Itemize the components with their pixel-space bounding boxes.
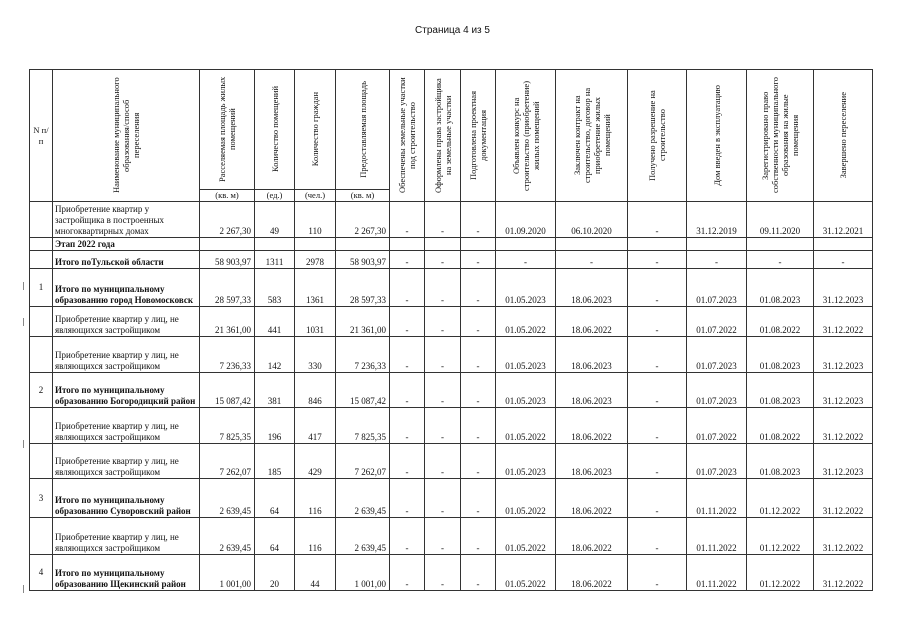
row-land-plots: - xyxy=(390,555,425,591)
unit-area-given: (кв. м) xyxy=(336,190,390,202)
col-header-rooms: Количество помещений xyxy=(255,70,295,190)
row-people: 417 xyxy=(295,408,336,444)
row-area-given: 15 087,42 xyxy=(336,373,390,408)
col-header-area-given: Предоставляемая площадь xyxy=(336,70,390,190)
row-ownership: 01.08.2022 xyxy=(747,307,814,337)
row-project-docs: - xyxy=(461,251,496,269)
row-land-plots: - xyxy=(390,479,425,518)
row-completed: 31.12.2023 xyxy=(814,444,873,479)
row-area-given: 2 639,45 xyxy=(336,479,390,518)
table-row xyxy=(30,444,873,479)
row-completed: 31.12.2022 xyxy=(814,479,873,518)
row-project-docs: - xyxy=(461,555,496,591)
row-contract: 18.06.2022 xyxy=(556,408,628,444)
row-area-given: 2 267,30 xyxy=(336,202,390,238)
row-area-total: 7 825,35 xyxy=(200,408,255,444)
row-contract: - xyxy=(556,251,628,269)
row-land-rights: - xyxy=(425,408,461,444)
row-ownership: 01.12.2022 xyxy=(747,555,814,591)
row-tender: 01.05.2022 xyxy=(496,479,556,518)
row-commissioned: 01.07.2022 xyxy=(687,408,747,444)
row-contract: 18.06.2022 xyxy=(556,479,628,518)
page-number-header: Страница 4 из 5 xyxy=(415,25,490,36)
row-name: Итого по муниципальному образованию город Новомосковск xyxy=(53,269,200,307)
row-permit: - xyxy=(628,269,687,307)
row-ownership: 01.08.2023 xyxy=(747,444,814,479)
row-area-total: 2 639,45 xyxy=(200,518,255,555)
resettlement-table xyxy=(29,69,873,591)
row-rooms: 142 xyxy=(255,337,295,373)
row-people: 1361 xyxy=(295,269,336,307)
table-row xyxy=(30,251,873,269)
row-completed: 31.12.2023 xyxy=(814,337,873,373)
row-ownership: 01.08.2023 xyxy=(747,373,814,408)
scan-mark xyxy=(23,585,24,593)
table-row xyxy=(30,408,873,444)
table-row xyxy=(30,373,873,408)
row-area-total: 15 087,42 xyxy=(200,373,255,408)
row-rooms: 1311 xyxy=(255,251,295,269)
row-rooms: 64 xyxy=(255,479,295,518)
row-rooms: 185 xyxy=(255,444,295,479)
table-row xyxy=(30,518,873,555)
unit-rooms: (ед.) xyxy=(255,190,295,202)
row-contract: 18.06.2023 xyxy=(556,337,628,373)
row-num xyxy=(30,337,53,373)
row-name: Приобретение квартир у лиц, не являющихся застройщиком xyxy=(53,444,200,479)
row-area-total: 58 903,97 xyxy=(200,251,255,269)
row-tender: 01.09.2020 xyxy=(496,202,556,238)
row-num xyxy=(30,202,53,238)
row-project-docs: - xyxy=(461,337,496,373)
row-completed: 31.12.2022 xyxy=(814,307,873,337)
row-area-total: 28 597,33 xyxy=(200,269,255,307)
row-tender: 01.05.2023 xyxy=(496,269,556,307)
row-area-given: 28 597,33 xyxy=(336,269,390,307)
table-row xyxy=(30,202,873,238)
row-commissioned: 01.07.2023 xyxy=(687,337,747,373)
stage-title: Этап 2022 года xyxy=(53,238,200,251)
row-people: 846 xyxy=(295,373,336,408)
row-project-docs: - xyxy=(461,408,496,444)
row-contract: 18.06.2023 xyxy=(556,269,628,307)
col-header-people: Количество граждан xyxy=(295,70,336,190)
row-rooms: 441 xyxy=(255,307,295,337)
col-header-land-rights: Оформлены права застройщика на земельные участки xyxy=(425,70,461,202)
table-row xyxy=(30,269,873,307)
table-row xyxy=(30,238,873,251)
row-num xyxy=(30,444,53,479)
table-row xyxy=(30,479,873,518)
row-area-total: 2 639,45 xyxy=(200,479,255,518)
row-num xyxy=(30,408,53,444)
table-row xyxy=(30,307,873,337)
row-tender: 01.05.2022 xyxy=(496,307,556,337)
row-land-plots: - xyxy=(390,337,425,373)
row-name: Приобретение квартир у лиц, не являющихся застройщиком xyxy=(53,408,200,444)
row-name: Приобретение квартир у застройщика в построенных многоквартирных домах xyxy=(53,202,200,238)
row-tender: - xyxy=(496,251,556,269)
row-project-docs: - xyxy=(461,518,496,555)
row-num: 4 xyxy=(30,555,53,591)
row-contract: 18.06.2022 xyxy=(556,555,628,591)
row-contract: 18.06.2023 xyxy=(556,373,628,408)
row-num xyxy=(30,238,53,251)
row-completed: 31.12.2023 xyxy=(814,269,873,307)
row-ownership: 01.12.2022 xyxy=(747,518,814,555)
unit-area-total: (кв. м) xyxy=(200,190,255,202)
col-header-commissioned: Дом введен в эксплуатацию xyxy=(687,70,747,202)
row-area-given: 21 361,00 xyxy=(336,307,390,337)
row-people: 110 xyxy=(295,202,336,238)
row-tender: 01.05.2022 xyxy=(496,408,556,444)
col-header-tender: Объявлен конкурс на строительство (приобретение) жилых помещений xyxy=(496,70,556,202)
col-header-num: N п/п xyxy=(30,70,53,202)
row-land-plots: - xyxy=(390,202,425,238)
row-commissioned: 01.11.2022 xyxy=(687,518,747,555)
row-permit: - xyxy=(628,373,687,408)
row-project-docs: - xyxy=(461,307,496,337)
row-tender: 01.05.2023 xyxy=(496,373,556,408)
row-num xyxy=(30,518,53,555)
row-contract: 18.06.2023 xyxy=(556,444,628,479)
row-people: 116 xyxy=(295,479,336,518)
row-project-docs: - xyxy=(461,444,496,479)
table-row xyxy=(30,555,873,591)
row-rooms: 64 xyxy=(255,518,295,555)
row-ownership: 01.08.2022 xyxy=(747,408,814,444)
row-completed: 31.12.2022 xyxy=(814,408,873,444)
row-permit: - xyxy=(628,337,687,373)
row-rooms: 196 xyxy=(255,408,295,444)
row-commissioned: 01.07.2022 xyxy=(687,307,747,337)
row-land-plots: - xyxy=(390,444,425,479)
row-area-total: 7 236,33 xyxy=(200,337,255,373)
row-commissioned: - xyxy=(687,251,747,269)
row-land-plots: - xyxy=(390,408,425,444)
row-contract: 18.06.2022 xyxy=(556,518,628,555)
row-num: 2 xyxy=(30,373,53,408)
row-land-plots: - xyxy=(390,518,425,555)
row-commissioned: 01.07.2023 xyxy=(687,373,747,408)
row-people: 44 xyxy=(295,555,336,591)
row-area-total: 1 001,00 xyxy=(200,555,255,591)
row-contract: 18.06.2022 xyxy=(556,307,628,337)
row-land-rights: - xyxy=(425,251,461,269)
col-header-ownership: Зарегистрировано право собственности муниципального образования на жилые помещения xyxy=(747,70,814,202)
row-tender: 01.05.2023 xyxy=(496,337,556,373)
row-rooms: 20 xyxy=(255,555,295,591)
row-name: Итого по муниципальному образованию Щекинский район xyxy=(53,555,200,591)
row-land-rights: - xyxy=(425,444,461,479)
row-contract: 06.10.2020 xyxy=(556,202,628,238)
row-land-rights: - xyxy=(425,269,461,307)
row-num xyxy=(30,251,53,269)
row-name: Итого по муниципальному образованию Богородицкий район xyxy=(53,373,200,408)
row-permit: - xyxy=(628,408,687,444)
row-land-rights: - xyxy=(425,337,461,373)
row-area-given: 7 262,07 xyxy=(336,444,390,479)
row-area-total: 7 262,07 xyxy=(200,444,255,479)
row-ownership: 09.11.2020 xyxy=(747,202,814,238)
row-tender: 01.05.2023 xyxy=(496,444,556,479)
row-commissioned: 01.11.2022 xyxy=(687,479,747,518)
row-permit: - xyxy=(628,251,687,269)
row-land-rights: - xyxy=(425,518,461,555)
row-area-total: 21 361,00 xyxy=(200,307,255,337)
row-permit: - xyxy=(628,479,687,518)
row-people: 2978 xyxy=(295,251,336,269)
row-area-total: 2 267,30 xyxy=(200,202,255,238)
row-rooms: 583 xyxy=(255,269,295,307)
col-header-area-total: Расселяемая площадь жилых помещений xyxy=(200,70,255,190)
row-land-rights: - xyxy=(425,202,461,238)
unit-people: (чел.) xyxy=(295,190,336,202)
scan-mark xyxy=(23,282,24,290)
row-project-docs: - xyxy=(461,202,496,238)
row-land-rights: - xyxy=(425,373,461,408)
col-header-completed: Завершено переселение xyxy=(814,70,873,202)
row-ownership: 01.08.2023 xyxy=(747,337,814,373)
row-ownership: 01.08.2023 xyxy=(747,269,814,307)
row-completed: - xyxy=(814,251,873,269)
row-people: 330 xyxy=(295,337,336,373)
scan-mark xyxy=(23,318,24,326)
row-name: Приобретение квартир у лиц, не являющихся застройщиком xyxy=(53,518,200,555)
row-land-rights: - xyxy=(425,307,461,337)
row-permit: - xyxy=(628,518,687,555)
row-permit: - xyxy=(628,555,687,591)
row-rooms: 381 xyxy=(255,373,295,408)
row-completed: 31.12.2022 xyxy=(814,518,873,555)
row-name: Итого поТульской области xyxy=(53,251,200,269)
row-land-plots: - xyxy=(390,373,425,408)
row-area-given: 2 639,45 xyxy=(336,518,390,555)
row-rooms: 49 xyxy=(255,202,295,238)
row-land-rights: - xyxy=(425,555,461,591)
row-people: 429 xyxy=(295,444,336,479)
row-commissioned: 01.07.2023 xyxy=(687,269,747,307)
row-area-given: 58 903,97 xyxy=(336,251,390,269)
row-name: Итого по муниципальному образованию Суворовский район xyxy=(53,479,200,518)
row-num: 3 xyxy=(30,479,53,518)
row-num xyxy=(30,307,53,337)
row-people: 1031 xyxy=(295,307,336,337)
row-completed: 31.12.2022 xyxy=(814,555,873,591)
row-project-docs: - xyxy=(461,373,496,408)
row-completed: 31.12.2021 xyxy=(814,202,873,238)
row-tender: 01.05.2022 xyxy=(496,555,556,591)
row-name: Приобретение квартир у лиц, не являющихся застройщиком xyxy=(53,337,200,373)
row-people: 116 xyxy=(295,518,336,555)
row-permit: - xyxy=(628,202,687,238)
row-land-rights: - xyxy=(425,479,461,518)
row-land-plots: - xyxy=(390,307,425,337)
row-commissioned: 01.11.2022 xyxy=(687,555,747,591)
row-name: Приобретение квартир у лиц, не являющихся застройщиком xyxy=(53,307,200,337)
row-project-docs: - xyxy=(461,479,496,518)
row-permit: - xyxy=(628,307,687,337)
row-area-given: 1 001,00 xyxy=(336,555,390,591)
row-commissioned: 31.12.2019 xyxy=(687,202,747,238)
row-area-given: 7 825,35 xyxy=(336,408,390,444)
row-permit: - xyxy=(628,444,687,479)
row-tender: 01.05.2022 xyxy=(496,518,556,555)
row-area-given: 7 236,33 xyxy=(336,337,390,373)
row-land-plots: - xyxy=(390,251,425,269)
col-header-project-docs: Подготовлена проектная документация xyxy=(461,70,496,202)
col-header-contract: Заключен контракт на строительство, договор на приобретение жилых помещений xyxy=(556,70,628,202)
row-commissioned: 01.07.2023 xyxy=(687,444,747,479)
scan-mark xyxy=(23,440,24,448)
col-header-land-plots: Обеспечены земельные участки под строительство xyxy=(390,70,425,202)
row-land-plots: - xyxy=(390,269,425,307)
row-num: 1 xyxy=(30,269,53,307)
row-ownership: 01.12.2022 xyxy=(747,479,814,518)
row-project-docs: - xyxy=(461,269,496,307)
col-header-name: Наименование муниципального образования/способ переселения xyxy=(53,70,200,202)
row-ownership: - xyxy=(747,251,814,269)
row-completed: 31.12.2023 xyxy=(814,373,873,408)
table-row xyxy=(30,337,873,373)
col-header-permit: Получено разрешение на строительство xyxy=(628,70,687,202)
